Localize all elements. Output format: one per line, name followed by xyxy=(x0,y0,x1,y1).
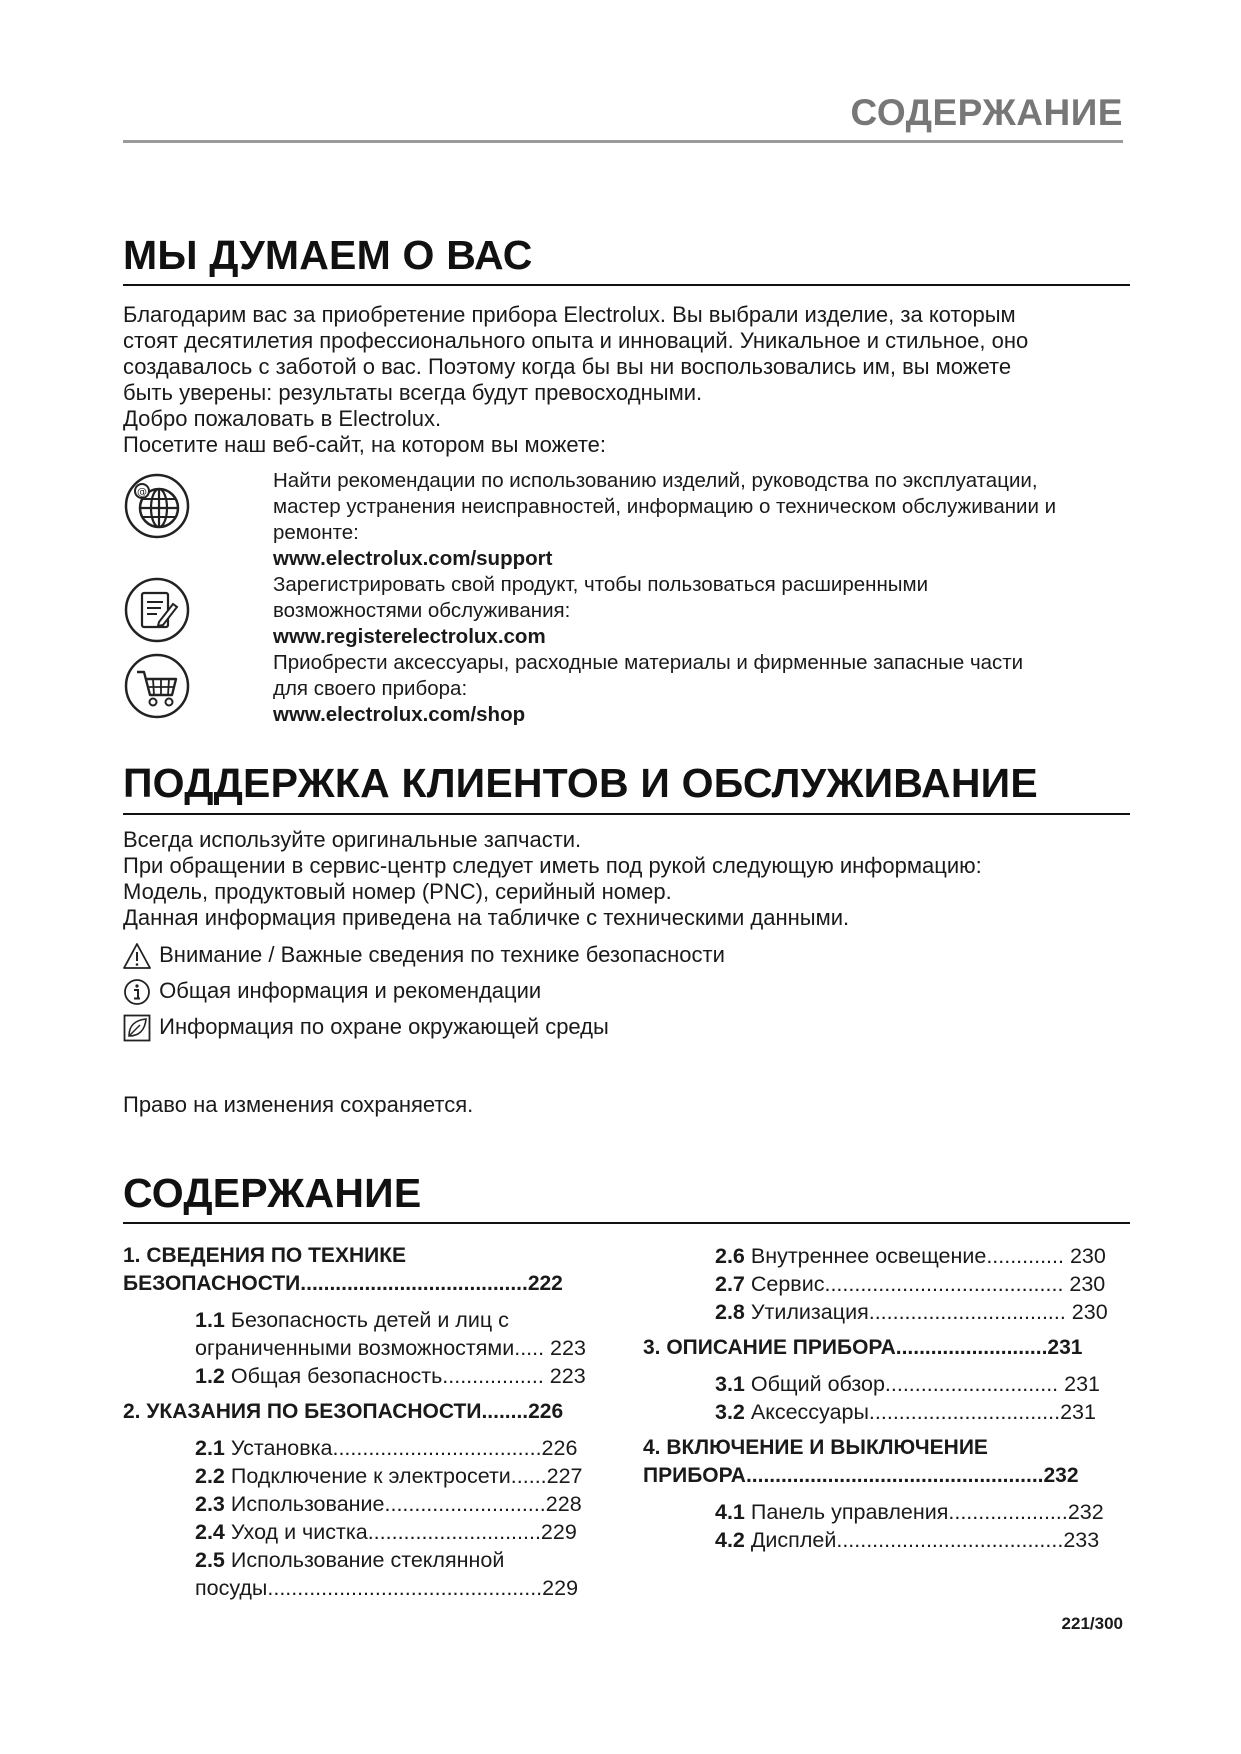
text-line: для своего прибора: xyxy=(273,677,468,700)
toc-text: Дисплей......................................233 xyxy=(744,1528,1100,1552)
info-icon xyxy=(123,978,153,1006)
toc-entry-1-1-cont[interactable]: ограниченными возможностями..... 223 xyxy=(195,1336,586,1360)
rights-notice xyxy=(123,1092,1123,1118)
toc-num: 2.7 xyxy=(715,1272,745,1296)
intro-line: Благодарим вас за приобретение прибора Electrolux. Вы выбрали изделие, за которым xyxy=(123,302,1016,327)
toc-entry-2-2[interactable] xyxy=(123,1462,633,1490)
toc-text: Сервис........................................ 230 xyxy=(744,1272,1106,1296)
header-divider xyxy=(123,140,1123,143)
website-features xyxy=(123,468,1133,728)
toc-entry-4-1[interactable] xyxy=(643,1498,1143,1526)
globe-icon xyxy=(123,472,191,540)
toc-entry-2-6[interactable] xyxy=(643,1242,1143,1270)
website-item-shop xyxy=(123,650,1133,728)
svg-text:@: @ xyxy=(137,487,147,498)
legend-text: Общая информация и рекомендации xyxy=(159,978,542,1003)
toc-text: Безопасность детей и лиц с xyxy=(224,1308,509,1332)
legend-environment xyxy=(123,1013,609,1042)
intro-line: создавалось с заботой о вас. Поэтому когда бы вы ни воспользовались им, вы можете xyxy=(123,354,1012,379)
toc-num: 2.3 xyxy=(195,1492,225,1516)
website-item-text xyxy=(273,650,1133,728)
website-item-text xyxy=(273,468,1133,572)
toc-text: Панель управления....................232 xyxy=(744,1500,1104,1524)
toc-num: 2.6 xyxy=(715,1244,745,1268)
toc-spacer xyxy=(643,1362,1143,1370)
support-line: Всегда используйте оригинальные запчасти. xyxy=(123,827,582,852)
toc-num: 2.8 xyxy=(715,1300,745,1324)
toc-text: Общая безопасность................. 223 xyxy=(224,1364,586,1388)
toc-spacer xyxy=(123,1298,633,1306)
about-heading: МЫ ДУМАЕМ О ВАС xyxy=(123,232,533,278)
toc-spacer xyxy=(123,1426,633,1434)
page-header-title: СОДЕРЖАНИЕ xyxy=(850,92,1123,133)
toc-left-column xyxy=(123,1242,633,1602)
text-line: Найти рекомендации по использованию изделий, руководства по эксплуатации, xyxy=(273,469,1038,492)
toc-text: Установка...................................226 xyxy=(224,1436,578,1460)
support-info xyxy=(123,827,1123,931)
toc-spacer xyxy=(643,1426,1143,1434)
support-line: При обращении в сервис-центр следует иметь под рукой следующую информацию: xyxy=(123,853,982,878)
warning-triangle-icon xyxy=(123,942,153,970)
legend-text: Внимание / Важные сведения по технике безопасности xyxy=(159,942,725,967)
toc-entry-4-2[interactable] xyxy=(643,1526,1143,1554)
toc-entry-2-4[interactable] xyxy=(123,1518,633,1546)
toc-chapter-4[interactable]: 4. ВКЛЮЧЕНИЕ И ВЫКЛЮЧЕНИЕ xyxy=(643,1436,988,1459)
toc-num: 2.4 xyxy=(195,1520,225,1544)
toc-entry-2-7[interactable] xyxy=(643,1270,1143,1298)
toc-text: Подключение к электросети......227 xyxy=(224,1464,583,1488)
intro-line: Добро пожаловать в Electrolux. xyxy=(123,406,442,431)
toc-chapter-1[interactable]: 1. СВЕДЕНИЯ ПО ТЕХНИКЕ xyxy=(123,1244,407,1267)
text-line: мастер устранения неисправностей, информацию о техническом обслуживании и xyxy=(273,495,1057,518)
toc-text: Использование...........................228 xyxy=(224,1492,582,1516)
toc-entry-1-2[interactable] xyxy=(123,1362,633,1390)
toc-chapter-2[interactable]: 2. УКАЗАНИЯ ПО БЕЗОПАСНОСТИ........226 xyxy=(123,1400,564,1423)
environment-leaf-icon xyxy=(123,1014,153,1042)
support-link[interactable]: www.electrolux.com/support xyxy=(273,547,553,570)
toc-text: Внутреннее освещение............. 230 xyxy=(744,1244,1106,1268)
intro-line: быть уверены: результаты всегда будут превосходными. xyxy=(123,380,703,405)
toc-text: Общий обзор............................. 231 xyxy=(744,1372,1100,1396)
toc-chapter-4-cont[interactable]: ПРИБОРА...................................................232 xyxy=(643,1464,1079,1487)
support-heading-divider xyxy=(123,813,1130,815)
website-item-register xyxy=(123,572,1133,650)
toc-text: Использование стеклянной xyxy=(224,1548,505,1572)
toc-num: 3.2 xyxy=(715,1400,745,1424)
page-number: 221/300 xyxy=(1061,1614,1123,1633)
toc-entry-2-8[interactable] xyxy=(643,1298,1143,1326)
register-link[interactable]: www.registerelectrolux.com xyxy=(273,625,546,648)
toc-entry-3-2[interactable] xyxy=(643,1398,1143,1426)
contents-heading-divider xyxy=(123,1222,1130,1224)
toc-num: 1.2 xyxy=(195,1364,225,1388)
toc-num: 2.1 xyxy=(195,1436,225,1460)
toc-spacer xyxy=(123,1390,633,1398)
toc-entry-2-5[interactable] xyxy=(123,1546,633,1574)
toc-spacer xyxy=(643,1326,1143,1334)
toc-entry-2-5-cont[interactable]: посуды..............................................229 xyxy=(195,1576,579,1600)
legend-info xyxy=(123,977,541,1006)
website-item-text xyxy=(273,572,1133,650)
toc-entry-1-1[interactable] xyxy=(123,1306,633,1334)
toc-chapter-1-cont[interactable]: БЕЗОПАСНОСТИ.......................................222 xyxy=(123,1272,563,1295)
toc-text: Уход и чистка.............................229 xyxy=(224,1520,577,1544)
toc-spacer xyxy=(643,1490,1143,1498)
legend-text: Информация по охране окружающей среды xyxy=(159,1014,609,1039)
rights-text: Право на изменения сохраняется. xyxy=(123,1092,474,1117)
toc-right-column xyxy=(643,1242,1143,1554)
toc-num: 4.2 xyxy=(715,1528,745,1552)
toc-text: Утилизация................................. 230 xyxy=(744,1300,1108,1324)
text-line: Зарегистрировать свой продукт, чтобы пользоваться расширенными xyxy=(273,573,929,596)
toc-entry-3-1[interactable] xyxy=(643,1370,1143,1398)
toc-num: 4.1 xyxy=(715,1500,745,1524)
about-intro xyxy=(123,302,1123,458)
shopping-cart-icon xyxy=(123,652,191,720)
support-line: Модель, продуктовый номер (PNC), серийный номер. xyxy=(123,879,672,904)
contents-heading: СОДЕРЖАНИЕ xyxy=(123,1170,422,1216)
shop-link[interactable]: www.electrolux.com/shop xyxy=(273,703,526,726)
toc-chapter-3[interactable]: 3. ОПИСАНИЕ ПРИБОРА..........................231 xyxy=(643,1336,1083,1359)
about-heading-divider xyxy=(123,284,1130,286)
toc-entry-2-1[interactable] xyxy=(123,1434,633,1462)
support-heading: ПОДДЕРЖКА КЛИЕНТОВ И ОБСЛУЖИВАНИЕ xyxy=(123,760,1038,806)
toc-entry-2-3[interactable] xyxy=(123,1490,633,1518)
toc-num: 1.1 xyxy=(195,1308,225,1332)
website-item-support xyxy=(123,468,1133,572)
toc-num: 3.1 xyxy=(715,1372,745,1396)
register-document-icon xyxy=(123,576,191,644)
text-line: ремонте: xyxy=(273,521,359,544)
toc-text: Аксессуары................................231 xyxy=(744,1400,1096,1424)
text-line: Приобрести аксессуары, расходные материалы и фирменные запасные части xyxy=(273,651,1024,674)
support-line: Данная информация приведена на табличке с техническими данными. xyxy=(123,905,850,930)
toc-num: 2.2 xyxy=(195,1464,225,1488)
intro-line: стоят десятилетия профессионального опыта и инноваций. Уникальное и стильное, оно xyxy=(123,328,1029,353)
text-line: возможностями обслуживания: xyxy=(273,599,571,622)
toc-num: 2.5 xyxy=(195,1548,225,1572)
legend-warning xyxy=(123,941,725,970)
intro-line: Посетите наш веб-сайт, на котором вы можете: xyxy=(123,432,607,457)
